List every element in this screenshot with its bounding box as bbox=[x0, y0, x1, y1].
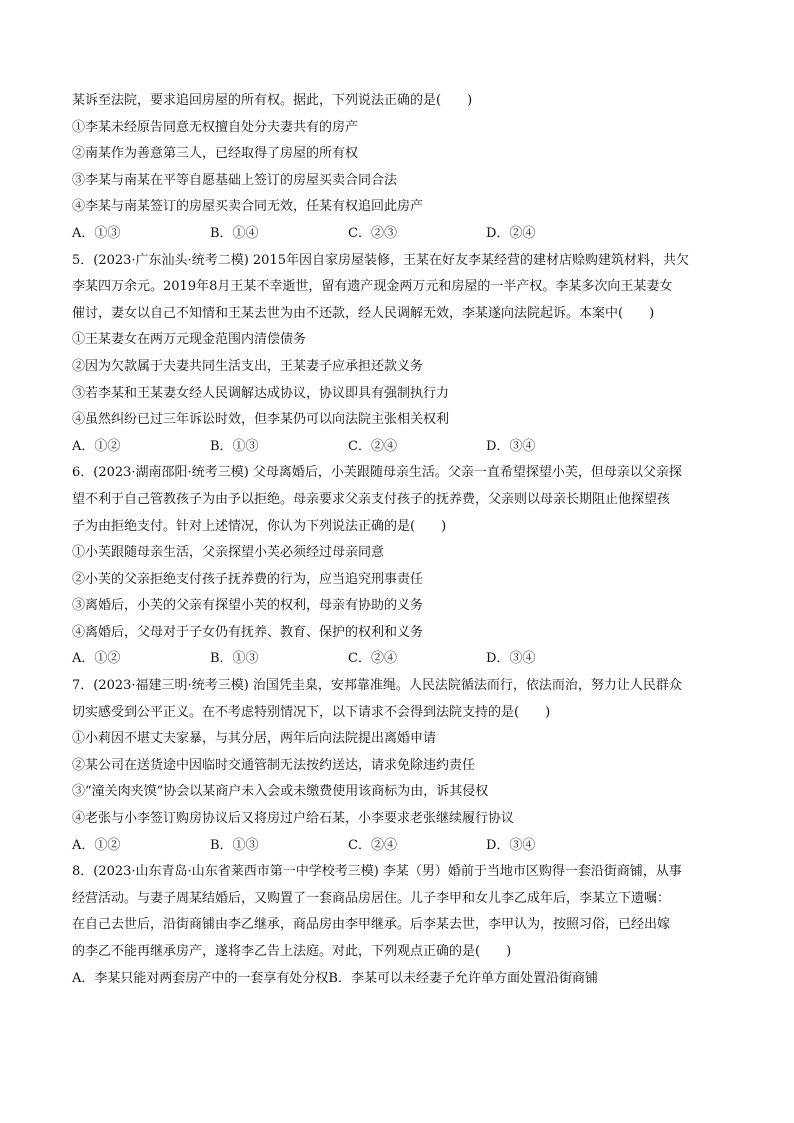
statement-item: ②因为欠款属于夫妻共同生活支出，王某妻子应承担还款义务 bbox=[72, 358, 424, 374]
statement-item: ③离婚后，小芙的父亲有探望小芙的权利，母亲有协助的义务 bbox=[72, 598, 424, 614]
question-4 bbox=[72, 88, 734, 248]
option-a: A．①② bbox=[72, 651, 121, 667]
option-b: B．①③ bbox=[210, 438, 259, 454]
option-c: C．②③ bbox=[348, 225, 397, 241]
option-b: B．李某可以未经妻子允许单方面处置沿街商铺 bbox=[328, 970, 598, 986]
statement-item: ③李某与南某在平等自愿基础上签订的房屋买卖合同合法 bbox=[72, 172, 398, 188]
option-a: A．①② bbox=[72, 438, 121, 454]
question-6 bbox=[72, 460, 734, 673]
option-d: D．③④ bbox=[486, 837, 536, 853]
statement-item: ④离婚后，父母对于子女仍有抚养、教育、保护的权利和义务 bbox=[72, 624, 424, 640]
question-stem: 望不利于自己管教孩子为由予以拒绝。母亲要求父亲支付孩子的抚养费，父亲则以母亲长期阻止他探望孩 bbox=[72, 491, 671, 507]
answer-options bbox=[72, 646, 734, 673]
question-7 bbox=[72, 673, 734, 859]
statement-item: ③若李某和王某妻女经人民调解达成协议，协议即具有强制执行力 bbox=[72, 385, 450, 401]
option-b: B．①③ bbox=[210, 651, 259, 667]
question-stem: 切实感受到公平正义。在不考虑特别情况下，以下请求不会得到法院支持的是( ) bbox=[72, 704, 551, 720]
statement-item: ④虽然纠纷已过三年诉讼时效，但李某仍可以向法院主张相关权利 bbox=[72, 412, 450, 428]
statement-item: ②某公司在送货途中因临时交通管制无法按约送达，请求免除违约责任 bbox=[72, 757, 476, 773]
option-b: B．①③ bbox=[210, 837, 259, 853]
option-d: D．②④ bbox=[486, 225, 536, 241]
question-stem: 在自己去世后，沿街商铺由李乙继承，商品房由李甲继承。后李某去世，李甲认为，按照习俗，已经出嫁 bbox=[72, 917, 671, 933]
answer-options bbox=[72, 833, 734, 860]
question-8 bbox=[72, 859, 734, 992]
answer-options bbox=[72, 434, 734, 461]
statement-item: ④老张与小李签订购房协议后又将房过户给石某，小李要求老张继续履行协议 bbox=[72, 811, 515, 827]
option-d: D．③④ bbox=[486, 651, 536, 667]
statement-item: ①小芙跟随母亲生活，父亲探望小芙必须经过母亲同意 bbox=[72, 545, 385, 561]
option-a: A．李某只能对两套房产中的一套享有处分权 bbox=[72, 970, 329, 986]
statement-item: ③“潼关肉夹馍”协会以某商户未入会或未缴费使用该商标为由，诉其侵权 bbox=[72, 784, 489, 800]
question-stem: 经营活动。与妻子周某结婚后，又购置了一套商品房居住。儿子李甲和女儿李乙成年后，李某立下遗嘱： bbox=[72, 890, 671, 906]
statement-item: ②南某作为善意第三人，已经取得了房屋的所有权 bbox=[72, 146, 359, 162]
question-stem: 某诉至法院，要求追回房屋的所有权。据此，下列说法正确的是( ) bbox=[72, 93, 473, 108]
option-c: C．②④ bbox=[348, 651, 397, 667]
option-d: D．③④ bbox=[486, 438, 536, 454]
option-b: B．①④ bbox=[210, 225, 259, 241]
question-stem: 子为由拒绝支付。针对上述情况，你认为下列说法正确的是( ) bbox=[72, 518, 447, 534]
option-a: A．①③ bbox=[72, 225, 121, 241]
question-stem: 7．(2023·福建三明·统考三模) 治国凭圭臬，安邦靠准绳。人民法院循法而行，依法而治，努力让人民群众 bbox=[72, 678, 682, 694]
statement-item: ①小莉因不堪丈夫家暴，与其分居，两年后向法院提出离婚申请 bbox=[72, 731, 437, 747]
question-stem: 李某四万余元。2019年8月王某不幸逝世，留有遗产现金两万元和房屋的一半产权。李某多次向王某妻女 bbox=[72, 279, 673, 295]
answer-options bbox=[72, 221, 734, 248]
question-5 bbox=[72, 248, 734, 461]
option-a: A．①② bbox=[72, 837, 121, 853]
option-c: C．②④ bbox=[348, 837, 397, 853]
question-stem: 5．(2023·广东汕头·统考二模) 2015年因自家房屋装修，王某在好友李某经营的建材店赊购建筑材料，共欠 bbox=[72, 252, 689, 268]
question-stem: 8．(2023·山东青岛·山东省莱西市第一中学校考三模) 李某（男）婚前于当地市区购得一套沿街商铺，从事 bbox=[72, 864, 682, 880]
statement-item: ④李某与南某签订的房屋买卖合同无效，任某有权追回此房产 bbox=[72, 199, 424, 215]
question-stem: 的李乙不能再继承房产，遂将李乙告上法庭。对此，下列观点正确的是( ) bbox=[72, 944, 512, 959]
statement-item: ①王某妻女在两万元现金范围内清偿债务 bbox=[72, 332, 307, 348]
question-stem: 6．(2023·湖南邵阳·统考三模) 父母离婚后，小芙跟随母亲生活。父亲一直希望探望小芙，但母亲以父亲探 bbox=[72, 465, 682, 481]
statement-item: ②小芙的父亲拒绝支付孩子抚养费的行为，应当追究刑事责任 bbox=[72, 571, 424, 587]
question-stem: 催讨，妻女以自己不知情和王某去世为由不还款，经人民调解无效，李某遂向法院起诉。本案中( ) bbox=[72, 305, 655, 321]
answer-options bbox=[72, 966, 734, 993]
option-c: C．②④ bbox=[348, 438, 397, 454]
statement-item: ①李某未经原告同意无权擅自处分夫妻共有的房产 bbox=[72, 119, 359, 135]
